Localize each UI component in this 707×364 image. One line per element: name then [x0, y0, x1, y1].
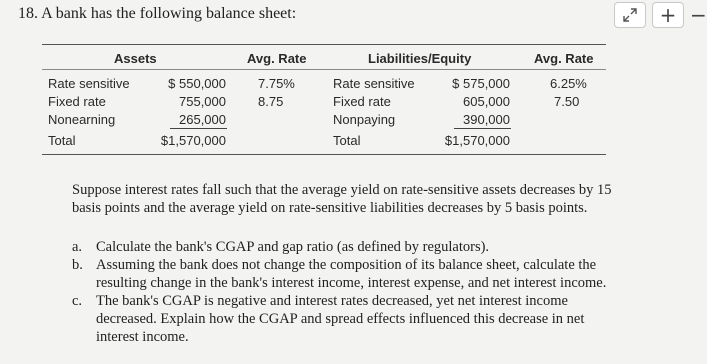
liability-label: Rate sensitive [333, 76, 415, 91]
plus-icon: + [659, 3, 677, 27]
part-text: Assuming the bank does not change the composition of its balance sheet, calculate the resulting change in the bank's interest income, interest expense, and net interest income. [96, 257, 607, 291]
liability-value: 390,000 [463, 112, 510, 127]
liability-value: $ 575,000 [452, 76, 510, 91]
table-top-rule [42, 44, 606, 45]
question-part [72, 292, 612, 346]
table-bottom-rule [42, 154, 606, 155]
zoom-in-button[interactable] [652, 2, 684, 28]
liability-label: Fixed rate [333, 94, 391, 109]
question-number: 18. [18, 5, 38, 22]
liability-rate: 7.50 [554, 94, 580, 109]
asset-value: $ 550,000 [168, 76, 226, 91]
part-text: The bank's CGAP is negative and interest rates decreased, yet net interest income decreased. Explain how the CGAP and spread effects influenced this decrease in net interest income. [96, 293, 585, 345]
question-text: A bank has the following balance sheet: [41, 5, 297, 22]
liability-rate: 6.25% [550, 76, 587, 91]
header-liabilities-equity: Liabilities/Equity [368, 51, 472, 66]
header-assets: Assets [114, 51, 157, 66]
liability-label: Nonpaying [333, 112, 396, 127]
question-part [72, 256, 612, 292]
asset-rate: 8.75 [258, 94, 284, 109]
question-title [18, 5, 296, 23]
question-part [72, 238, 612, 256]
liability-label: Total [333, 133, 361, 148]
question-parts [72, 238, 612, 346]
scenario-paragraph: Suppose interest rates fall such that the average yield on rate-sensitive assets decreases by 15 basis points and the average yield on rate-sensitive liabilities decreases by 5 basis points. [72, 182, 612, 216]
header-avg-rate-liabilities: Avg. Rate [534, 51, 594, 66]
part-label: a. [72, 239, 83, 255]
part-text: Calculate the bank's CGAP and gap ratio (as defined by regulators). [96, 239, 490, 255]
table-header-rule [42, 69, 606, 70]
liability-value: $1,570,000 [444, 133, 510, 148]
asset-rate: 7.75% [258, 76, 295, 91]
assets-sum-rule [170, 128, 227, 129]
part-label: b. [72, 257, 83, 273]
liability-value: 605,000 [463, 94, 510, 109]
zoom-out-button[interactable]: − [690, 3, 707, 27]
asset-label: Fixed rate [48, 94, 106, 109]
asset-label: Total [48, 133, 76, 148]
asset-value: 755,000 [179, 94, 226, 109]
asset-label: Nonearning [48, 112, 116, 127]
header-avg-rate-assets: Avg. Rate [247, 51, 307, 66]
part-label: c. [72, 293, 83, 309]
expand-arrows-icon [622, 7, 638, 23]
asset-value: $1,570,000 [160, 133, 226, 148]
asset-value: 265,000 [179, 112, 226, 127]
expand-button[interactable] [614, 2, 646, 28]
asset-label: Rate sensitive [48, 76, 130, 91]
zoom-toolbar [614, 2, 707, 28]
liabilities-sum-rule [454, 128, 511, 129]
